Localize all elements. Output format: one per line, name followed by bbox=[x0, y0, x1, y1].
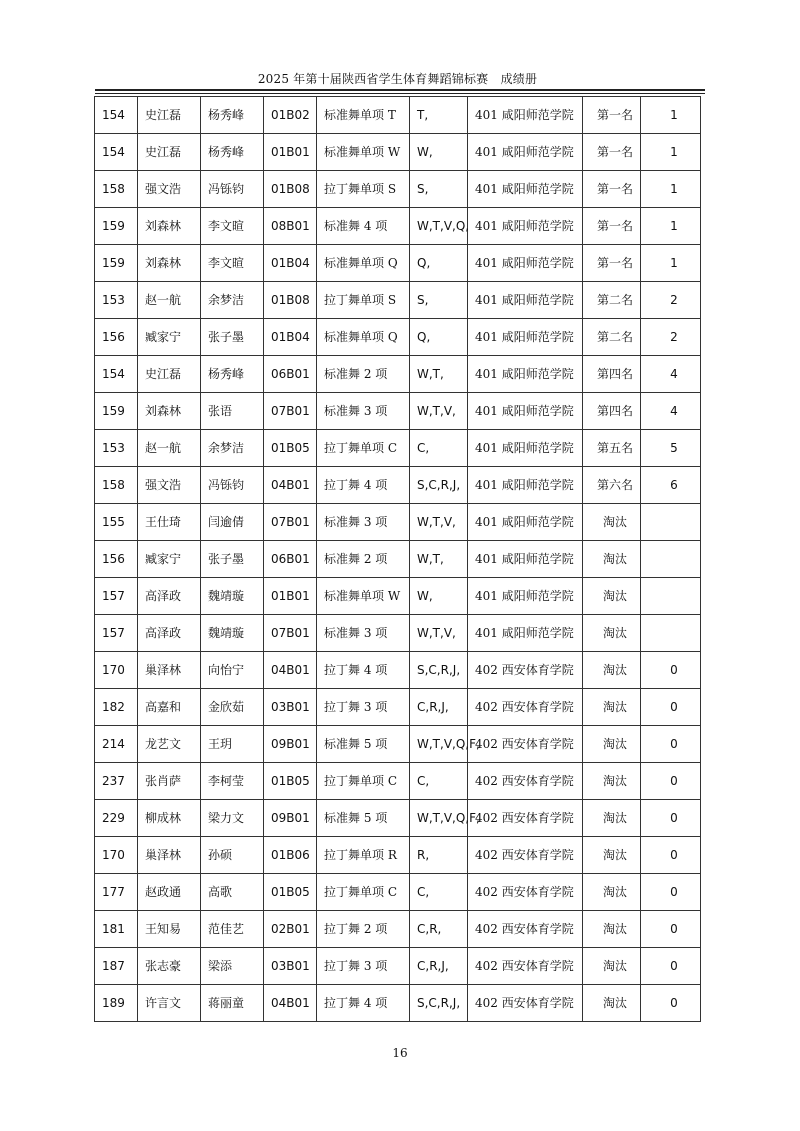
event-code-cell: 04B01 bbox=[264, 467, 317, 504]
dances-cell: S,C,R,J, bbox=[410, 985, 468, 1022]
event-name-cell: 拉丁舞 2 项 bbox=[317, 911, 410, 948]
unit-cell: 401 咸阳师范学院 bbox=[468, 245, 583, 282]
unit-cell: 402 西安体育学院 bbox=[468, 652, 583, 689]
unit-cell: 401 咸阳师范学院 bbox=[468, 319, 583, 356]
event-name-cell: 标准舞 3 项 bbox=[317, 615, 410, 652]
event-name-cell: 标准舞单项 W bbox=[317, 134, 410, 171]
rank-cell: 第一名 bbox=[583, 245, 641, 282]
follower-name-cell: 张子墨 bbox=[201, 319, 264, 356]
dances-cell: C,R,J, bbox=[410, 689, 468, 726]
dances-cell: W, bbox=[410, 578, 468, 615]
event-code-cell: 08B01 bbox=[264, 208, 317, 245]
dances-cell: W,T,V,Q, bbox=[410, 208, 468, 245]
dances-cell: C,R, bbox=[410, 911, 468, 948]
unit-cell: 402 西安体育学院 bbox=[468, 985, 583, 1022]
event-code-cell: 07B01 bbox=[264, 615, 317, 652]
results-table bbox=[94, 96, 701, 1022]
event-code-cell: 07B01 bbox=[264, 393, 317, 430]
athlete-number-cell: 214 bbox=[95, 726, 138, 763]
follower-name-cell: 李柯莹 bbox=[201, 763, 264, 800]
rank-cell: 第一名 bbox=[583, 134, 641, 171]
rank-cell: 第一名 bbox=[583, 208, 641, 245]
athlete-number-cell: 156 bbox=[95, 541, 138, 578]
athlete-number-cell: 182 bbox=[95, 689, 138, 726]
leader-name-cell: 史江磊 bbox=[138, 356, 201, 393]
dances-cell: W,T,V, bbox=[410, 615, 468, 652]
unit-cell: 402 西安体育学院 bbox=[468, 689, 583, 726]
dances-cell: W, bbox=[410, 134, 468, 171]
table-row bbox=[95, 467, 701, 504]
unit-cell: 402 西安体育学院 bbox=[468, 911, 583, 948]
table-row bbox=[95, 800, 701, 837]
score-cell: 6 bbox=[641, 467, 701, 504]
dances-cell: S,C,R,J, bbox=[410, 467, 468, 504]
unit-cell: 402 西安体育学院 bbox=[468, 763, 583, 800]
leader-name-cell: 龙艺文 bbox=[138, 726, 201, 763]
athlete-number-cell: 177 bbox=[95, 874, 138, 911]
event-name-cell: 标准舞单项 Q bbox=[317, 245, 410, 282]
event-code-cell: 01B05 bbox=[264, 874, 317, 911]
score-cell: 0 bbox=[641, 800, 701, 837]
follower-name-cell: 魏靖璇 bbox=[201, 578, 264, 615]
athlete-number-cell: 229 bbox=[95, 800, 138, 837]
leader-name-cell: 赵一航 bbox=[138, 282, 201, 319]
rank-cell: 淘汰 bbox=[583, 652, 641, 689]
unit-cell: 402 西安体育学院 bbox=[468, 948, 583, 985]
dances-cell: R, bbox=[410, 837, 468, 874]
score-cell: 1 bbox=[641, 134, 701, 171]
table-row bbox=[95, 874, 701, 911]
table-row bbox=[95, 208, 701, 245]
unit-cell: 401 咸阳师范学院 bbox=[468, 467, 583, 504]
athlete-number-cell: 189 bbox=[95, 985, 138, 1022]
follower-name-cell: 李文暄 bbox=[201, 208, 264, 245]
header-rule-thick bbox=[95, 89, 705, 91]
score-cell: 0 bbox=[641, 652, 701, 689]
score-cell: 0 bbox=[641, 948, 701, 985]
event-code-cell: 01B02 bbox=[264, 97, 317, 134]
table-row bbox=[95, 763, 701, 800]
event-code-cell: 01B06 bbox=[264, 837, 317, 874]
unit-cell: 401 咸阳师范学院 bbox=[468, 208, 583, 245]
event-code-cell: 09B01 bbox=[264, 726, 317, 763]
athlete-number-cell: 237 bbox=[95, 763, 138, 800]
leader-name-cell: 强文浩 bbox=[138, 467, 201, 504]
event-name-cell: 标准舞单项 Q bbox=[317, 319, 410, 356]
follower-name-cell: 向怡宁 bbox=[201, 652, 264, 689]
rank-cell: 淘汰 bbox=[583, 985, 641, 1022]
event-name-cell: 标准舞 2 项 bbox=[317, 356, 410, 393]
event-code-cell: 01B01 bbox=[264, 134, 317, 171]
event-name-cell: 标准舞 5 项 bbox=[317, 726, 410, 763]
unit-cell: 402 西安体育学院 bbox=[468, 800, 583, 837]
rank-cell: 第一名 bbox=[583, 171, 641, 208]
unit-cell: 401 咸阳师范学院 bbox=[468, 134, 583, 171]
event-code-cell: 01B08 bbox=[264, 282, 317, 319]
event-name-cell: 拉丁舞 3 项 bbox=[317, 948, 410, 985]
follower-name-cell: 冯铄钧 bbox=[201, 171, 264, 208]
event-name-cell: 标准舞单项 W bbox=[317, 578, 410, 615]
event-name-cell: 拉丁舞单项 C bbox=[317, 874, 410, 911]
score-cell bbox=[641, 615, 701, 652]
score-cell: 1 bbox=[641, 245, 701, 282]
leader-name-cell: 刘森林 bbox=[138, 393, 201, 430]
table-row bbox=[95, 652, 701, 689]
follower-name-cell: 冯铄钧 bbox=[201, 467, 264, 504]
event-code-cell: 06B01 bbox=[264, 356, 317, 393]
dances-cell: S, bbox=[410, 282, 468, 319]
event-name-cell: 拉丁舞单项 S bbox=[317, 171, 410, 208]
dances-cell: W,T,V,Q,F, bbox=[410, 800, 468, 837]
score-cell: 2 bbox=[641, 282, 701, 319]
table-row bbox=[95, 245, 701, 282]
table-row bbox=[95, 615, 701, 652]
rank-cell: 淘汰 bbox=[583, 726, 641, 763]
follower-name-cell: 闫逾倩 bbox=[201, 504, 264, 541]
athlete-number-cell: 170 bbox=[95, 652, 138, 689]
follower-name-cell: 杨秀峰 bbox=[201, 356, 264, 393]
page-header: 2025 年第十届陕西省学生体育舞蹈锦标赛 成绩册 bbox=[257, 72, 538, 86]
athlete-number-cell: 159 bbox=[95, 208, 138, 245]
score-cell: 0 bbox=[641, 985, 701, 1022]
unit-cell: 401 咸阳师范学院 bbox=[468, 97, 583, 134]
table-row bbox=[95, 134, 701, 171]
table-row bbox=[95, 171, 701, 208]
score-cell: 0 bbox=[641, 689, 701, 726]
event-name-cell: 拉丁舞单项 S bbox=[317, 282, 410, 319]
unit-cell: 402 西安体育学院 bbox=[468, 874, 583, 911]
leader-name-cell: 张肖萨 bbox=[138, 763, 201, 800]
leader-name-cell: 张志豪 bbox=[138, 948, 201, 985]
leader-name-cell: 巢泽林 bbox=[138, 837, 201, 874]
leader-name-cell: 臧家宁 bbox=[138, 541, 201, 578]
dances-cell: W,T,V,Q,F, bbox=[410, 726, 468, 763]
event-name-cell: 标准舞 2 项 bbox=[317, 541, 410, 578]
dances-cell: W,T, bbox=[410, 356, 468, 393]
table-row bbox=[95, 911, 701, 948]
table-row bbox=[95, 282, 701, 319]
table-row bbox=[95, 97, 701, 134]
rank-cell: 淘汰 bbox=[583, 689, 641, 726]
rank-cell: 第四名 bbox=[583, 356, 641, 393]
score-cell bbox=[641, 541, 701, 578]
rank-cell: 淘汰 bbox=[583, 578, 641, 615]
follower-name-cell: 高歌 bbox=[201, 874, 264, 911]
results-table-body bbox=[95, 97, 701, 1022]
dances-cell: W,T,V, bbox=[410, 393, 468, 430]
header-rule-thin bbox=[95, 93, 705, 94]
table-row bbox=[95, 430, 701, 467]
table-row bbox=[95, 726, 701, 763]
score-cell: 1 bbox=[641, 171, 701, 208]
athlete-number-cell: 158 bbox=[95, 467, 138, 504]
rank-cell: 第四名 bbox=[583, 393, 641, 430]
rank-cell: 淘汰 bbox=[583, 541, 641, 578]
unit-cell: 401 咸阳师范学院 bbox=[468, 430, 583, 467]
follower-name-cell: 余梦洁 bbox=[201, 430, 264, 467]
score-cell: 5 bbox=[641, 430, 701, 467]
score-cell bbox=[641, 504, 701, 541]
rank-cell: 淘汰 bbox=[583, 800, 641, 837]
event-code-cell: 07B01 bbox=[264, 504, 317, 541]
event-code-cell: 01B05 bbox=[264, 763, 317, 800]
event-code-cell: 01B04 bbox=[264, 319, 317, 356]
leader-name-cell: 柳成林 bbox=[138, 800, 201, 837]
event-code-cell: 03B01 bbox=[264, 948, 317, 985]
follower-name-cell: 张子墨 bbox=[201, 541, 264, 578]
athlete-number-cell: 159 bbox=[95, 393, 138, 430]
unit-cell: 401 咸阳师范学院 bbox=[468, 282, 583, 319]
leader-name-cell: 高泽政 bbox=[138, 578, 201, 615]
event-code-cell: 01B04 bbox=[264, 245, 317, 282]
event-code-cell: 01B05 bbox=[264, 430, 317, 467]
rank-cell: 第六名 bbox=[583, 467, 641, 504]
follower-name-cell: 王玥 bbox=[201, 726, 264, 763]
follower-name-cell: 张语 bbox=[201, 393, 264, 430]
leader-name-cell: 刘森林 bbox=[138, 208, 201, 245]
athlete-number-cell: 153 bbox=[95, 430, 138, 467]
table-row bbox=[95, 948, 701, 985]
table-row bbox=[95, 985, 701, 1022]
event-code-cell: 06B01 bbox=[264, 541, 317, 578]
athlete-number-cell: 153 bbox=[95, 282, 138, 319]
athlete-number-cell: 157 bbox=[95, 578, 138, 615]
table-row bbox=[95, 541, 701, 578]
unit-cell: 401 咸阳师范学院 bbox=[468, 356, 583, 393]
event-name-cell: 标准舞 4 项 bbox=[317, 208, 410, 245]
score-cell: 0 bbox=[641, 837, 701, 874]
event-name-cell: 拉丁舞 4 项 bbox=[317, 467, 410, 504]
leader-name-cell: 高泽政 bbox=[138, 615, 201, 652]
unit-cell: 401 咸阳师范学院 bbox=[468, 504, 583, 541]
event-code-cell: 04B01 bbox=[264, 985, 317, 1022]
table-row bbox=[95, 393, 701, 430]
dances-cell: C,R,J, bbox=[410, 948, 468, 985]
rank-cell: 淘汰 bbox=[583, 874, 641, 911]
event-name-cell: 拉丁舞单项 R bbox=[317, 837, 410, 874]
dances-cell: S, bbox=[410, 171, 468, 208]
athlete-number-cell: 155 bbox=[95, 504, 138, 541]
event-name-cell: 标准舞单项 T bbox=[317, 97, 410, 134]
leader-name-cell: 巢泽林 bbox=[138, 652, 201, 689]
athlete-number-cell: 181 bbox=[95, 911, 138, 948]
leader-name-cell: 刘森林 bbox=[138, 245, 201, 282]
event-name-cell: 拉丁舞单项 C bbox=[317, 763, 410, 800]
leader-name-cell: 史江磊 bbox=[138, 97, 201, 134]
unit-cell: 402 西安体育学院 bbox=[468, 837, 583, 874]
dances-cell: C, bbox=[410, 763, 468, 800]
dances-cell: W,T,V, bbox=[410, 504, 468, 541]
follower-name-cell: 杨秀峰 bbox=[201, 134, 264, 171]
follower-name-cell: 范佳艺 bbox=[201, 911, 264, 948]
dances-cell: Q, bbox=[410, 319, 468, 356]
athlete-number-cell: 154 bbox=[95, 356, 138, 393]
table-row bbox=[95, 356, 701, 393]
rank-cell: 第一名 bbox=[583, 97, 641, 134]
score-cell: 0 bbox=[641, 911, 701, 948]
rank-cell: 淘汰 bbox=[583, 615, 641, 652]
leader-name-cell: 强文浩 bbox=[138, 171, 201, 208]
score-cell bbox=[641, 578, 701, 615]
score-cell: 1 bbox=[641, 208, 701, 245]
follower-name-cell: 魏靖璇 bbox=[201, 615, 264, 652]
dances-cell: C, bbox=[410, 430, 468, 467]
dances-cell: Q, bbox=[410, 245, 468, 282]
follower-name-cell: 余梦洁 bbox=[201, 282, 264, 319]
athlete-number-cell: 154 bbox=[95, 97, 138, 134]
score-cell: 0 bbox=[641, 874, 701, 911]
leader-name-cell: 王仕琦 bbox=[138, 504, 201, 541]
unit-cell: 401 咸阳师范学院 bbox=[468, 541, 583, 578]
event-code-cell: 02B01 bbox=[264, 911, 317, 948]
athlete-number-cell: 158 bbox=[95, 171, 138, 208]
rank-cell: 第二名 bbox=[583, 319, 641, 356]
athlete-number-cell: 170 bbox=[95, 837, 138, 874]
leader-name-cell: 许言文 bbox=[138, 985, 201, 1022]
event-code-cell: 09B01 bbox=[264, 800, 317, 837]
rank-cell: 第五名 bbox=[583, 430, 641, 467]
rank-cell: 淘汰 bbox=[583, 837, 641, 874]
follower-name-cell: 蒋丽童 bbox=[201, 985, 264, 1022]
leader-name-cell: 王知易 bbox=[138, 911, 201, 948]
unit-cell: 401 咸阳师范学院 bbox=[468, 171, 583, 208]
follower-name-cell: 梁力文 bbox=[201, 800, 264, 837]
event-name-cell: 拉丁舞 4 项 bbox=[317, 652, 410, 689]
rank-cell: 淘汰 bbox=[583, 763, 641, 800]
athlete-number-cell: 154 bbox=[95, 134, 138, 171]
score-cell: 4 bbox=[641, 393, 701, 430]
table-row bbox=[95, 504, 701, 541]
athlete-number-cell: 187 bbox=[95, 948, 138, 985]
event-name-cell: 拉丁舞 3 项 bbox=[317, 689, 410, 726]
unit-cell: 401 咸阳师范学院 bbox=[468, 578, 583, 615]
table-row bbox=[95, 319, 701, 356]
event-name-cell: 标准舞 5 项 bbox=[317, 800, 410, 837]
score-cell: 4 bbox=[641, 356, 701, 393]
follower-name-cell: 孙硕 bbox=[201, 837, 264, 874]
athlete-number-cell: 156 bbox=[95, 319, 138, 356]
score-cell: 2 bbox=[641, 319, 701, 356]
dances-cell: W,T, bbox=[410, 541, 468, 578]
follower-name-cell: 梁添 bbox=[201, 948, 264, 985]
unit-cell: 402 西安体育学院 bbox=[468, 726, 583, 763]
rank-cell: 第二名 bbox=[583, 282, 641, 319]
table-row bbox=[95, 578, 701, 615]
score-cell: 0 bbox=[641, 763, 701, 800]
follower-name-cell: 杨秀峰 bbox=[201, 97, 264, 134]
rank-cell: 淘汰 bbox=[583, 911, 641, 948]
score-cell: 0 bbox=[641, 726, 701, 763]
leader-name-cell: 史江磊 bbox=[138, 134, 201, 171]
event-name-cell: 拉丁舞单项 C bbox=[317, 430, 410, 467]
dances-cell: T, bbox=[410, 97, 468, 134]
rank-cell: 淘汰 bbox=[583, 504, 641, 541]
athlete-number-cell: 157 bbox=[95, 615, 138, 652]
dances-cell: S,C,R,J, bbox=[410, 652, 468, 689]
event-code-cell: 01B01 bbox=[264, 578, 317, 615]
event-name-cell: 标准舞 3 项 bbox=[317, 504, 410, 541]
leader-name-cell: 赵政通 bbox=[138, 874, 201, 911]
dances-cell: C, bbox=[410, 874, 468, 911]
rank-cell: 淘汰 bbox=[583, 948, 641, 985]
table-row bbox=[95, 837, 701, 874]
follower-name-cell: 金欣茹 bbox=[201, 689, 264, 726]
unit-cell: 401 咸阳师范学院 bbox=[468, 615, 583, 652]
event-code-cell: 01B08 bbox=[264, 171, 317, 208]
event-code-cell: 04B01 bbox=[264, 652, 317, 689]
follower-name-cell: 李文暄 bbox=[201, 245, 264, 282]
event-code-cell: 03B01 bbox=[264, 689, 317, 726]
event-name-cell: 拉丁舞 4 项 bbox=[317, 985, 410, 1022]
score-cell: 1 bbox=[641, 97, 701, 134]
athlete-number-cell: 159 bbox=[95, 245, 138, 282]
table-row bbox=[95, 689, 701, 726]
leader-name-cell: 臧家宁 bbox=[138, 319, 201, 356]
leader-name-cell: 高嘉和 bbox=[138, 689, 201, 726]
event-name-cell: 标准舞 3 项 bbox=[317, 393, 410, 430]
leader-name-cell: 赵一航 bbox=[138, 430, 201, 467]
page-number: 16 bbox=[392, 1046, 408, 1060]
unit-cell: 401 咸阳师范学院 bbox=[468, 393, 583, 430]
